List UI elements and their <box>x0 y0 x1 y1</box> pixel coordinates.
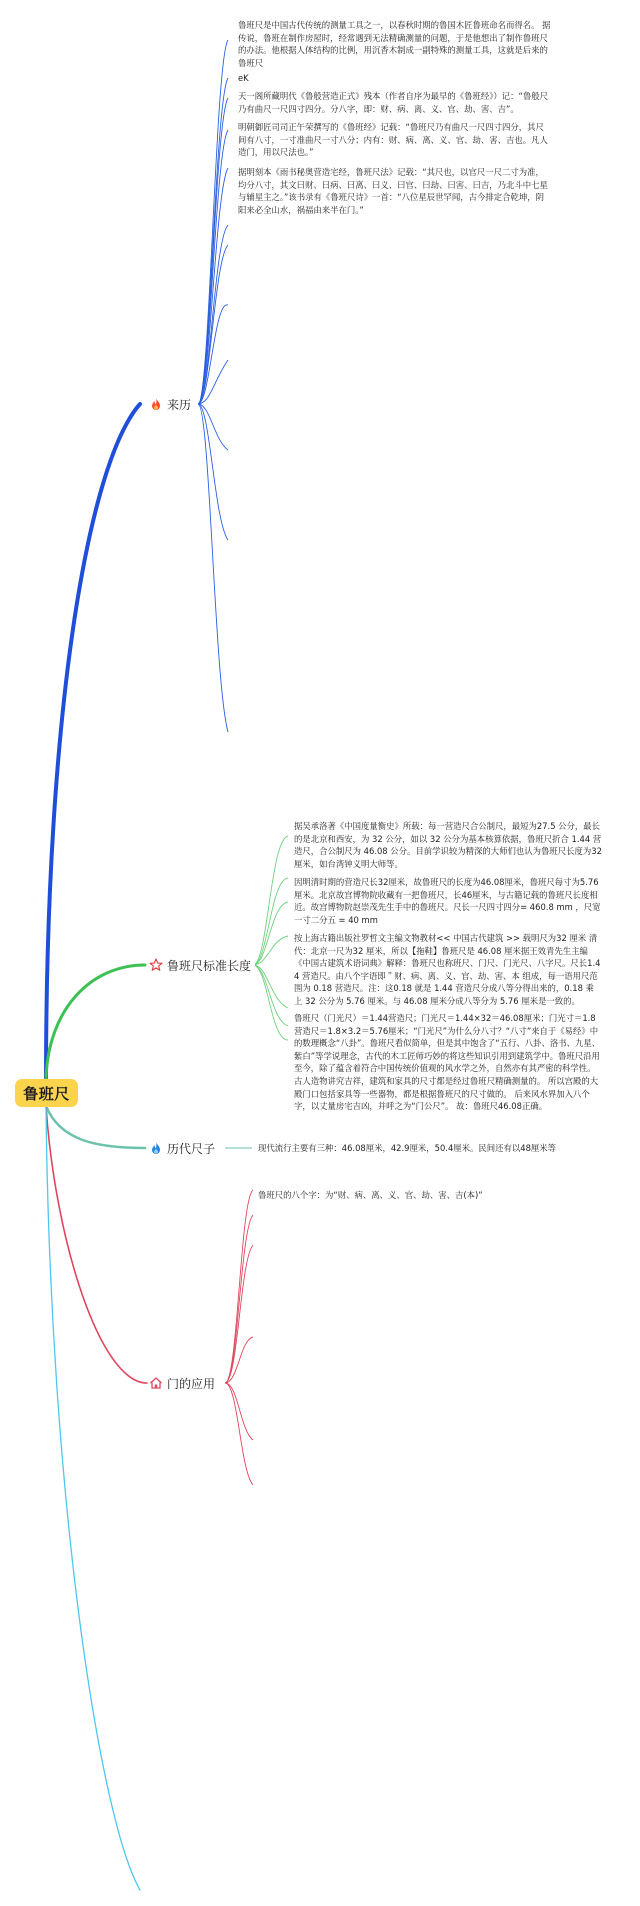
note-door-1: 鲁班尺的八个字：为“财、病、离、义、官、劫、害、吉(本)” <box>258 1190 483 1200</box>
note-standard-1: 据吴承洛著《中国度量衡史》所载：每一营造尺合公制尺，最短为27.5 公分，最长的是北京和西安，为 32 公分，如以 32 公分为基本核算依据，鲁班尺折合 1.44 营造尺，合公制尺为 46.08 公分。目前学识较为精深的大师们也认为鲁班尺长度为32 厘米，如台湾钟义明大师等。 <box>294 821 602 869</box>
link-root-dynasties <box>46 1106 145 1148</box>
branch-label: 历代尺子 <box>167 1141 216 1156</box>
branch-standard[interactable] <box>149 955 255 975</box>
note-origin-5: 据明刻本《雨书秘奥营造宅经，鲁班尺法》记载：“其尺也，以官尺一尺二寸为准，均分八寸，其文曰财、曰病、曰离、曰义、曰官、曰劫、曰害、曰吉，乃北斗中七星与辅星主之。”该书录有《鲁班尺诗》一首：“八位星辰世罕闻，古今排定合乾坤，阴阳来必全山水，祸福由来半在门。” <box>238 167 548 215</box>
branch-dynasties[interactable] <box>149 1138 219 1158</box>
note-origin-2: eK <box>238 73 249 83</box>
house-icon <box>149 1376 163 1390</box>
branch-label: 门的应用 <box>167 1376 216 1391</box>
root-label: 鲁班尺 <box>23 1084 70 1103</box>
note-standard-3: 按上海古籍出版社罗哲文主编文物教材<< 中国古代建筑 >> 载明尺为32 厘米 清代：北京一尺为32 厘米，所以【拖鞋】鲁班尺是 46.08 厘米据王效青先生主编《中国古建筑术语词典》解释：鲁班尺也称班尺、门尺、门光尺、八字尺。尺长1.44 营造尺。由八个字语即＂财、病、离、义、官、劫、害、本 组成，每一语用尺范围为 0.18 营造尺。注：这0.18 就是 1.44 营造尺分成八等分得出来的，0.18 乘上 32 公分为 5.76 厘米。与 46.08 厘米分成八等分为 5.76 厘米是一致的。 <box>294 933 601 1006</box>
fire-icon <box>149 397 163 411</box>
note-origin-1: 鲁班尺是中国古代传统的测量工具之一，以春秋时期的鲁国木匠鲁班命名而得名。 据传说，鲁班在制作房屋时，经常遇到无法精确测量的问题，于是他想出了制作鲁班尺的办法。他根据人体结构的比例，用沉香木制成一副特殊的测量工具，这就是后来的鲁班尺 <box>238 20 551 68</box>
link-root-origin <box>46 404 140 1079</box>
note-origin-4: 明朝御匠司司正午荣撰写的《鲁班经》记载：“鲁班尺乃有曲尺一尺四寸四分，其尺间有八寸，一寸准曲尺一寸八分；内有：财、病、离、义、官、劫、害、吉也。凡人造门，用以尺法也。” <box>238 122 548 158</box>
fire-icon <box>149 1141 163 1155</box>
branch-origin[interactable] <box>149 394 195 414</box>
root-node[interactable] <box>15 1079 78 1107</box>
branch-door[interactable] <box>149 1373 219 1393</box>
note-dynasties-1: 现代流行主要有三种：46.08厘米，42.9厘米，50.4厘米。民间还有以48厘米等 <box>258 1143 557 1153</box>
note-standard-4: 鲁班尺（门光尺）＝1.44营造尺；门光尺＝1.44×32＝46.08厘米；门光寸＝1.8营造尺＝1.8×3.2＝5.76厘米；“门光尺”为什么分八寸？“八寸”来自于《易经》中的数理概念“八卦”。鲁班尺看似简单，但是其中饱含了“五行、八卦、洛书、九星、紫白”等学说理念，古代的木工匠师巧妙的将这些知识引用到建筑学中。鲁班尺沿用至今，除了蕴含着符合中国传统价值观的风水学之外，自然亦有其严密的科学性。 古人造物讲究吉祥，建筑和家具的尺寸都是经过鲁班尺精确测量的。 所以宫殿的大殿门口包括家具等一些器物，都是根据鲁班尺的尺寸做的。 后来风水界加入八个字，以丈量房宅吉凶，并呼之为“门公尺”。 故：鲁班尺46.08正确。 <box>294 1013 601 1112</box>
branch-label: 鲁班尺标准长度 <box>167 958 252 973</box>
link-root-standard <box>46 965 145 1079</box>
note-origin-3: 天一阁所藏明代《鲁般营造正式》残本（作者自序为最早的《鲁班经》）记：“鲁般尺乃有曲尺一尺四寸四分。分八字，即：财、病、离、义、官、劫、害、吉”。 <box>238 91 549 114</box>
branch-label: 来历 <box>167 397 192 412</box>
note-standard-2: 因明清时期的营造尺长32厘米，故鲁班尺的长度为46.08厘米，鲁班尺每寸为5.76厘米。北京故宫博物院收藏有一把鲁班尺，长46厘米，与古籍记载的鲁班尺长度相近。故宫博物院赵崇茂先生手中的鲁班尺。尺长一尺四寸四分= 460.8 mm ，尺宽一寸二分五 = 40 mm <box>294 877 601 925</box>
star-outline-icon <box>149 958 163 972</box>
link-root-extra <box>46 1106 140 1890</box>
